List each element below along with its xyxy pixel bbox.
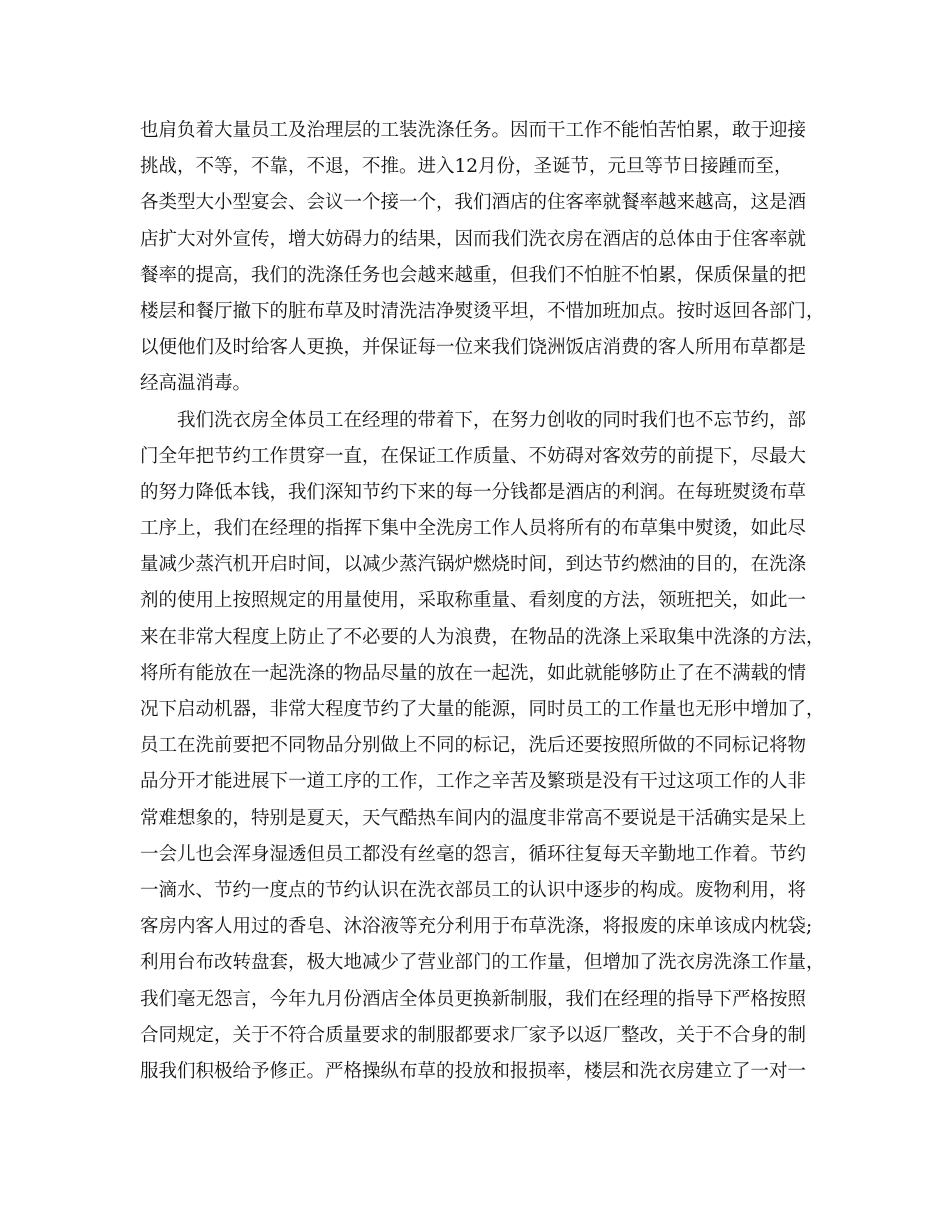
paragraph: [140, 113, 830, 403]
text-line: 店扩大对外宣传，增大妨碍力的结果，因而我们洗衣房在酒店的总体由于住客率就: [140, 228, 807, 250]
text-line: 经高温消毒。: [140, 373, 252, 395]
text-line: 一会儿也会浑身湿透但员工都没有丝毫的怨言，循环往复每天辛勤地工作着。节约: [140, 843, 807, 865]
text-line: 将所有能放在一起洗涤的物品尽量的放在一起洗，如此就能够防止了在不满载的情: [140, 662, 807, 684]
text-line: 合同规定，关于不符合质量要求的制服都要求厂家予以返厂整改，关于不合身的制: [140, 1024, 807, 1046]
text-line: 常难想象的，特别是夏天，天气酷热车间内的温度非常高不要说是干活确实是呆上: [140, 807, 807, 829]
text-line: 一滴水、节约一度点的节约认识在洗衣部员工的认识中逐步的构成。废物利用，将: [140, 879, 807, 901]
text-line: 工序上，我们在经理的指挥下集中全洗房工作人员将所有的布草集中熨烫，如此尽: [140, 518, 807, 540]
text-line: 我们洗衣房全体员工在经理的带着下，在努力创收的同时我们也不忘节约，部: [177, 409, 807, 431]
text-line: 以便他们及时给客人更换，并保证每一位来我们饶洲饭店消费的客人所用布草都是: [140, 337, 807, 359]
text-line: 剂的使用上按照规定的用量使用，采取称重量、看刻度的方法，领班把关，如此一: [140, 590, 807, 612]
text-line: 餐率的提高，我们的洗涤任务也会越来越重，但我们不怕脏不怕累，保质保量的把: [140, 264, 807, 286]
text-line: 量减少蒸汽机开启时间，以减少蒸汽锅炉燃烧时间，到达节约燃油的目的，在洗涤: [140, 554, 807, 576]
text-line: 服我们积极给予修正。严格操纵布草的投放和报损率，楼层和洗衣房建立了一对一: [140, 1060, 807, 1082]
body-text: [140, 113, 830, 1090]
text-line: 员工在洗前要把不同物品分别做上不同的标记，洗后还要按照所做的不同标记将物: [140, 735, 807, 757]
text-line: 也肩负着大量员工及治理层的工装洗涤任务。因而干工作不能怕苦怕累，敢于迎接: [140, 120, 807, 141]
text-line: 挑战，不等，不靠，不退，不推。进入12月份，圣诞节，元旦等节日接踵而至，: [140, 156, 793, 178]
text-line: 来在非常大程度上防止了不必要的人为浪费，在物品的洗涤上采取集中洗涤的方法，: [140, 626, 825, 648]
text-line: 各类型大小型宴会、会议一个接一个，我们酒店的住客率就餐率越来越高，这是酒: [140, 192, 807, 214]
text-line: 品分开才能进展下一道工序的工作，工作之辛苦及繁琐是没有干过这项工作的人非: [140, 771, 807, 793]
text-line: 的努力降低本钱，我们深知节约下来的每一分钱都是酒店的利润。在每班熨烫布草: [140, 481, 807, 503]
paragraph: [140, 403, 830, 1091]
text-line: 况下启动机器，非常大程度节约了大量的能源，同时员工的工作量也无形中增加了，: [140, 699, 825, 720]
text-line: 我们毫无怨言，今年九月份酒店全体员更换新制服，我们在经理的指导下严格按照: [140, 988, 807, 1010]
text-line: 客房内客人用过的香皂、沐浴液等充分利用于布草洗涤，将报废的床单该成内枕袋;: [140, 916, 813, 938]
text-line: 利用台布改转盘套，极大地减少了营业部门的工作量，但增加了洗衣房洗涤工作量，: [140, 952, 825, 974]
text-line: 楼层和餐厅撤下的脏布草及时清洗洁净熨烫平坦，不惜加班加点。按时返回各部门，: [140, 300, 825, 322]
text-line: 门全年把节约工作贯穿一直，在保证工作质量、不妨碍对客效劳的前提下，尽最大: [140, 445, 807, 467]
